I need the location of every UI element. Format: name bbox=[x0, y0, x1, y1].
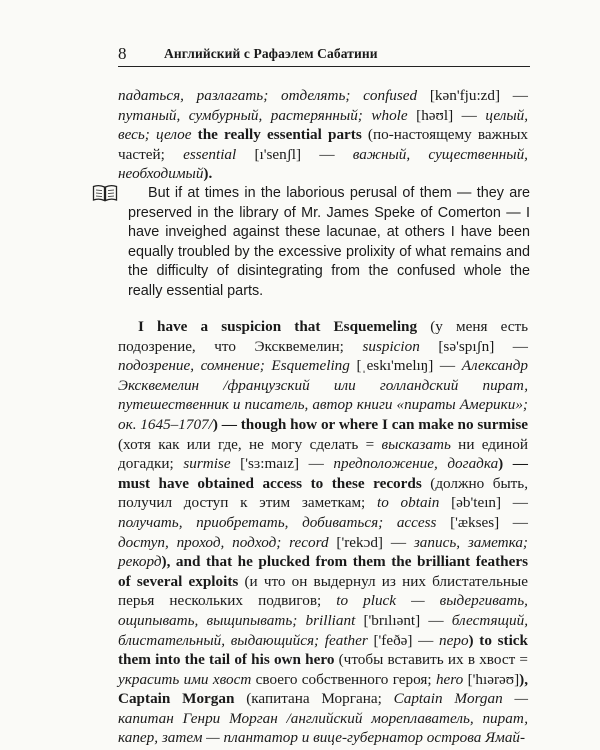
page-number: 8 bbox=[118, 44, 127, 63]
header-rule bbox=[118, 66, 530, 67]
commentary-paragraph-1: падаться, разлагать; отделять; confused [kən'fju:zd] — путаный, сумбурный, растерянный; whole [həʊl] — целый, весь; целое the really essential parts (по-настоящему важных частей; essential [ı'senʃl] — важный, существенный, необходимый). bbox=[118, 87, 529, 183]
running-title: Английский с Рафаэлем Сабатини bbox=[164, 46, 378, 61]
original-english-paragraph: But if at times in the laborious perusal of them — they are preserved in the library of Mr. James Speke of Comerton — I have inveighed against these lacunae, at others I have been equally troubled by the excessive prolixity of what remains and the difficulty of disintegrating from the confused whole the really essential parts. bbox=[128, 185, 530, 299]
commentary-paragraph-2: I have a suspicion that Esquemeling (у меня есть подозрение, что Эксквемелин; suspicion [sə'spıʃn] — подозрение, сомнение; Esquemeling [ˌeskı'melıŋ] — Александр Эксквемелин /французский или голландский пират, путешественник и писатель, автор книги «пираты Америки»; ок. 1645–1707/) — though how or where I can make no surmise (хотя как или где, не могу сделать = высказать ни единой догадки; surmise ['sɜ:maız] — предположение, догадка) — must have obtained access to these records (должно быть, получил доступ к этим заметкам; to obtain [əb'teın] — получать, приобретать, добиваться; access ['ækses] — доступ, проход, подход; record ['rekɔd] — запись, заметка; рекорд), and that he plucked from them the brilliant feathers of several exploits (и что он выдернул из них блистательные перья нескольких подвигов; to pluck — выдергивать, ощипывать, выщипывать; brilliant ['brılıənt] — блестящий, блистательный, выдающийся; feather ['feðə] — перо) to stick them into the tail of his own hero (чтобы вставить их в хвост = украсить ими хвост своего собственного героя; hero ['hıərəʊ]), Captain Morgan (капитана Моргана; Captain Morgan — капитан Генри Морган /английский мореплаватель, пират, капер, затем — плантатор и вице-губернатор острова Ямай- bbox=[118, 318, 529, 747]
page-header bbox=[118, 44, 530, 66]
open-book-icon bbox=[92, 184, 118, 202]
